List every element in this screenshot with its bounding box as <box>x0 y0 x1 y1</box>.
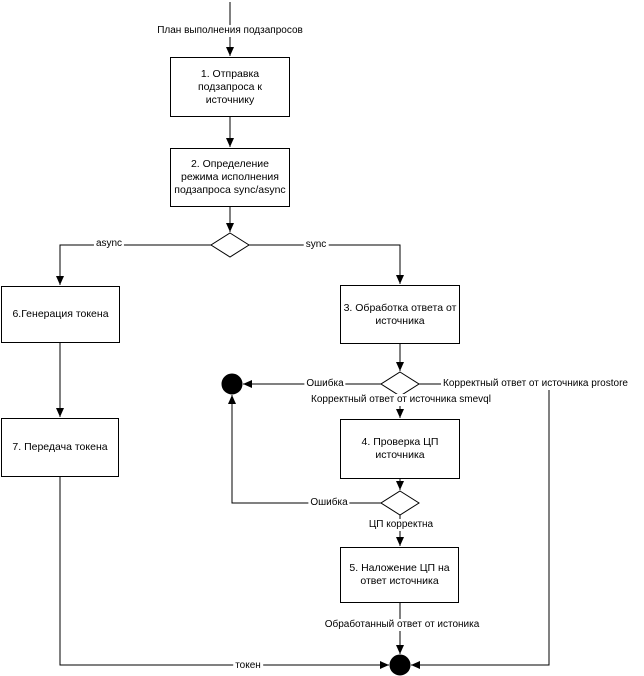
edge-label-prostore-response: Корректный ответ от источника prostore <box>443 378 628 389</box>
decision-sync-async <box>211 233 249 257</box>
node-step6 <box>1 286 120 343</box>
merge-node-final <box>390 655 410 675</box>
node-step3 <box>340 285 460 344</box>
edge-label-start: План выполнения подзапросов <box>157 25 303 36</box>
edge-label-cp-valid: ЦП корректна <box>368 519 434 530</box>
edge-label-smevql-response: Корректный ответ от источника smevql <box>311 394 491 405</box>
node-step7 <box>1 418 119 477</box>
node-step4 <box>340 419 460 479</box>
node-step5 <box>340 547 459 603</box>
edge-label-error-after-step3: Ошибка <box>306 378 344 389</box>
edge-label-error-after-step4: Ошибка <box>310 497 348 508</box>
edge-label-async: async <box>95 238 123 249</box>
node-step5-label: 5. Наложение ЦП на ответ источника <box>349 562 450 587</box>
node-step6-label: 6.Генерация токена <box>12 308 109 320</box>
edge-label-processed-response: Обработанный ответ от истоника <box>324 619 480 630</box>
edge-label-token: токен <box>235 660 261 671</box>
node-step1-label: 1. Отправка подзапроса к источнику <box>197 67 263 106</box>
node-step3-label: 3. Обработка ответа от источника <box>343 301 457 327</box>
merge-node-error <box>222 374 242 394</box>
node-step2-label: 2. Определение режима исполнения подзапроса sync/async <box>174 158 286 196</box>
edge-label-sync: sync <box>305 239 327 250</box>
node-step1 <box>170 57 290 117</box>
node-step4-label: 4. Проверка ЦП источника <box>361 436 439 461</box>
decision-cp-check <box>381 491 419 515</box>
edge-async-to-step6 <box>60 245 211 285</box>
node-step2 <box>170 148 290 207</box>
decision-step3-result <box>381 372 419 396</box>
node-step7-label: 7. Передача токена <box>12 441 108 453</box>
